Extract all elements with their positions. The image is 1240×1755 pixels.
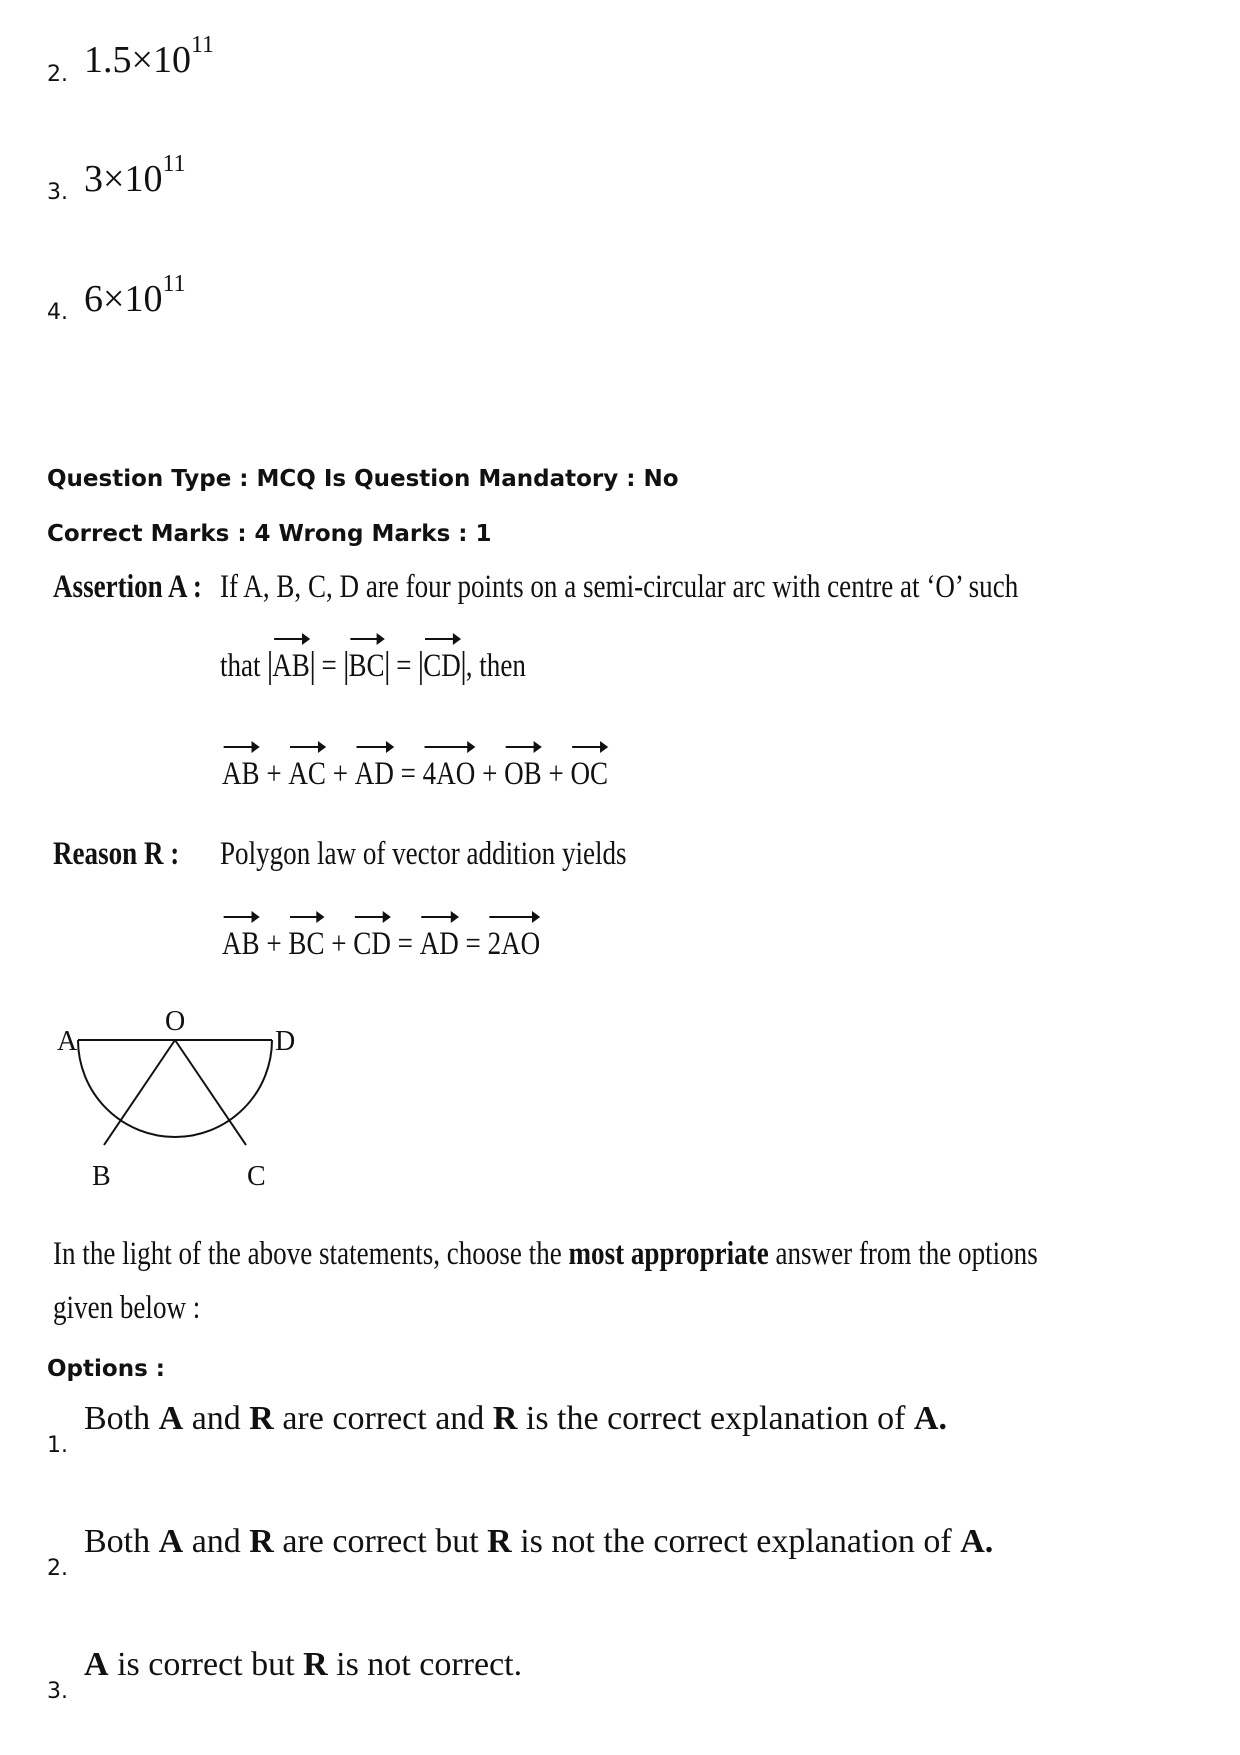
options-label: Options : [47, 1356, 165, 1382]
bold-a: A [913, 1400, 939, 1437]
plus: + [548, 756, 564, 792]
vector-term: AD [354, 756, 394, 792]
period: . [984, 1523, 994, 1560]
vector-term: AB [222, 926, 260, 962]
label-o: O [165, 1006, 186, 1037]
semicircle-arc [78, 1040, 272, 1137]
option-number: 3. [47, 180, 68, 205]
instruction-post: answer from the options [775, 1236, 1038, 1272]
plus: + [482, 756, 498, 792]
vector-term: AD [419, 926, 459, 962]
instruction-line-2: given below : [53, 1290, 201, 1326]
vector-term: OC [570, 756, 609, 792]
equals: = [321, 648, 337, 684]
vector-term: AC [288, 756, 326, 792]
vector-term: BC [288, 926, 325, 962]
text: are correct and [282, 1400, 485, 1437]
label-c: C [247, 1161, 266, 1192]
assertion-condition [220, 648, 526, 685]
vector-term: 2AO [487, 926, 541, 962]
text: Both [84, 1523, 151, 1560]
bold-r: R [487, 1523, 512, 1560]
assertion-label: Assertion A : [53, 569, 202, 605]
equals: = [396, 648, 412, 684]
word-then: , then [465, 648, 526, 684]
label-b: B [92, 1161, 111, 1192]
assertion-text: If A, B, C, D are four points on a semi-circular arc with centre at ‘O’ such [220, 569, 1019, 605]
bold-a: A [158, 1523, 184, 1560]
vector-ab: AB [272, 648, 310, 684]
reason-label: Reason R : [53, 836, 180, 872]
vector-term: 4AO [422, 756, 476, 792]
plus: + [331, 926, 347, 962]
mantissa: 6 [84, 278, 103, 320]
exponent: 11 [190, 32, 215, 59]
equals: = [397, 926, 413, 962]
times-sign: × [103, 278, 125, 320]
vector-term: CD [353, 926, 391, 962]
instruction-bold: most appropriate [568, 1236, 769, 1272]
vector-term: AB [222, 756, 260, 792]
period: . [938, 1400, 947, 1437]
option-value [84, 271, 186, 321]
reason-equation [222, 926, 540, 963]
bold-r: R [492, 1400, 518, 1437]
text: is not the correct explanation of [520, 1523, 952, 1560]
vector-bc: BC [348, 648, 385, 684]
mantissa: 3 [84, 158, 103, 200]
option-3-text [84, 1646, 522, 1684]
instruction-pre: In the light of the above statements, choose the [53, 1236, 562, 1272]
base: 10 [124, 158, 163, 200]
reason-text: Polygon law of vector addition yields [220, 836, 627, 872]
vector-term: OB [504, 756, 542, 792]
label-d: D [275, 1026, 296, 1057]
base: 10 [152, 39, 191, 81]
option-value [84, 151, 186, 201]
instruction-line-1 [53, 1236, 1038, 1273]
plus: + [266, 926, 282, 962]
equals: = [400, 756, 416, 792]
option-number: 4. [47, 300, 68, 325]
plus: + [266, 756, 282, 792]
marks-line: Correct Marks : 4 Wrong Marks : 1 [47, 521, 492, 547]
exponent: 11 [162, 271, 186, 298]
option-number: 1. [47, 1433, 68, 1458]
times-sign: × [103, 158, 125, 200]
option-number: 2. [47, 1556, 68, 1581]
equals: = [465, 926, 481, 962]
assertion-equation [222, 756, 608, 793]
text: is correct but [117, 1646, 295, 1683]
text: and [191, 1523, 241, 1560]
text: is not correct. [336, 1646, 523, 1683]
times-sign: × [131, 39, 153, 81]
bold-a: A [84, 1646, 109, 1683]
exponent: 11 [162, 151, 186, 178]
text: and [191, 1400, 241, 1437]
text: is the correct explanation of [525, 1400, 906, 1437]
bold-a: A [158, 1400, 184, 1437]
word-that: that [220, 648, 261, 684]
bold-r: R [249, 1523, 274, 1560]
semicircle-figure [40, 1000, 320, 1220]
option-number: 2. [47, 62, 68, 87]
option-2-text [84, 1523, 993, 1561]
text: Both [84, 1400, 151, 1437]
question-type-line: Question Type : MCQ Is Question Mandatory : No [47, 466, 679, 492]
text: are correct but [282, 1523, 479, 1560]
option-value [84, 32, 215, 82]
plus: + [332, 756, 349, 792]
vector-cd: CD [423, 648, 461, 684]
option-number: 3. [47, 1679, 68, 1704]
label-a: A [57, 1026, 78, 1057]
bold-a: A [960, 1523, 985, 1560]
option-1-text [84, 1400, 947, 1438]
bold-r: R [303, 1646, 328, 1683]
bold-r: R [249, 1400, 274, 1437]
base: 10 [124, 278, 163, 320]
mantissa: 1.5 [84, 39, 132, 81]
